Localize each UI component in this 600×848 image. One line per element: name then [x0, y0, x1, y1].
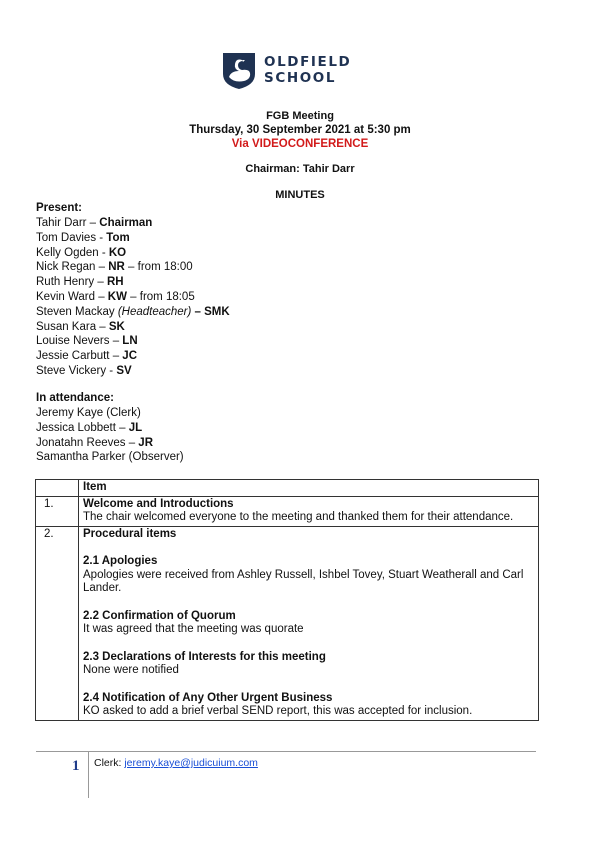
item-title: Procedural items: [83, 527, 177, 540]
subsection-title: 2.2 Confirmation of Quorum: [83, 609, 236, 622]
list-item: Nick Regan – NR – from 18:00: [36, 261, 193, 274]
subsection: [83, 610, 534, 637]
list-item: Jessica Lobbett – JL: [36, 421, 143, 434]
footer-vertical-divider: [88, 752, 89, 798]
list-item: Susan Kara – SK: [36, 320, 125, 333]
item-number: 1.: [36, 496, 79, 526]
swan-shield-icon: [222, 52, 256, 90]
item-text: The chair welcomed everyone to the meeting and thanked them for their attendance.: [83, 511, 514, 523]
meeting-date: Thursday, 30 September 2021 at 5:30 pm: [189, 124, 411, 136]
present-label: Present:: [36, 202, 83, 214]
subsection: [83, 555, 534, 596]
subsection: [83, 651, 534, 678]
footer-clerk: [94, 757, 258, 769]
footer-divider: [36, 751, 536, 752]
clerk-label: Clerk:: [94, 757, 125, 769]
table-row: [36, 496, 539, 526]
list-item: Kelly Ogden - KO: [36, 246, 127, 259]
subsection-title: 2.4 Notification of Any Other Urgent Business: [83, 691, 333, 704]
subsection: [83, 692, 534, 719]
list-item: Samantha Parker (Observer): [36, 451, 184, 464]
page-number: 1: [72, 758, 80, 774]
table-row: [36, 526, 539, 720]
list-item: Kevin Ward – KW – from 18:05: [36, 290, 195, 303]
school-logo: [222, 52, 362, 92]
list-item: Ruth Henry – RH: [36, 276, 124, 289]
item-title: Welcome and Introductions: [83, 497, 234, 510]
subsection-text: KO asked to add a brief verbal SEND report, this was accepted for inclusion.: [83, 705, 473, 717]
meeting-title: FGB Meeting: [266, 110, 334, 122]
table-header-item: Item: [79, 480, 539, 497]
list-item: Tahir Darr – Chairman: [36, 217, 153, 229]
attendance-list: [36, 406, 184, 465]
table-cell: [36, 480, 79, 497]
attendance-label: In attendance:: [36, 392, 114, 404]
school-name: OLDFIELD SCHOOL: [264, 54, 352, 86]
list-item: Jeremy Kaye (Clerk): [36, 407, 141, 419]
clerk-email-link[interactable]: jeremy.kaye@judicuium.com: [124, 757, 258, 769]
subsection-title: 2.3 Declarations of Interests for this meeting: [83, 650, 326, 663]
list-item: Jonatahn Reeves – JR: [36, 436, 153, 449]
list-item: Steven Mackay (Headteacher) – SMK: [36, 305, 230, 318]
present-list: [36, 216, 230, 379]
subsection-text: Apologies were received from Ashley Russell, Ishbel Tovey, Stuart Weatherall and Carl Lander.: [83, 568, 524, 594]
list-item: Jessie Carbutt – JC: [36, 350, 137, 363]
list-item: Louise Nevers – LN: [36, 335, 138, 348]
subsection-text: It was agreed that the meeting was quorate: [83, 623, 304, 635]
table-header-row: [36, 480, 539, 497]
meeting-venue: Via VIDEOCONFERENCE: [231, 138, 369, 150]
list-item: Tom Davies - Tom: [36, 231, 130, 244]
item-content: [79, 526, 539, 720]
item-content: [79, 496, 539, 526]
subsection-text: None were notified: [83, 664, 179, 676]
chairman-line: Chairman: Tahir Darr: [245, 163, 355, 175]
list-item: Steve Vickery - SV: [36, 364, 132, 377]
document-type: MINUTES: [275, 189, 325, 201]
subsection-title: 2.1 Apologies: [83, 555, 158, 567]
item-number: 2.: [36, 526, 79, 720]
agenda-table: [35, 479, 539, 721]
